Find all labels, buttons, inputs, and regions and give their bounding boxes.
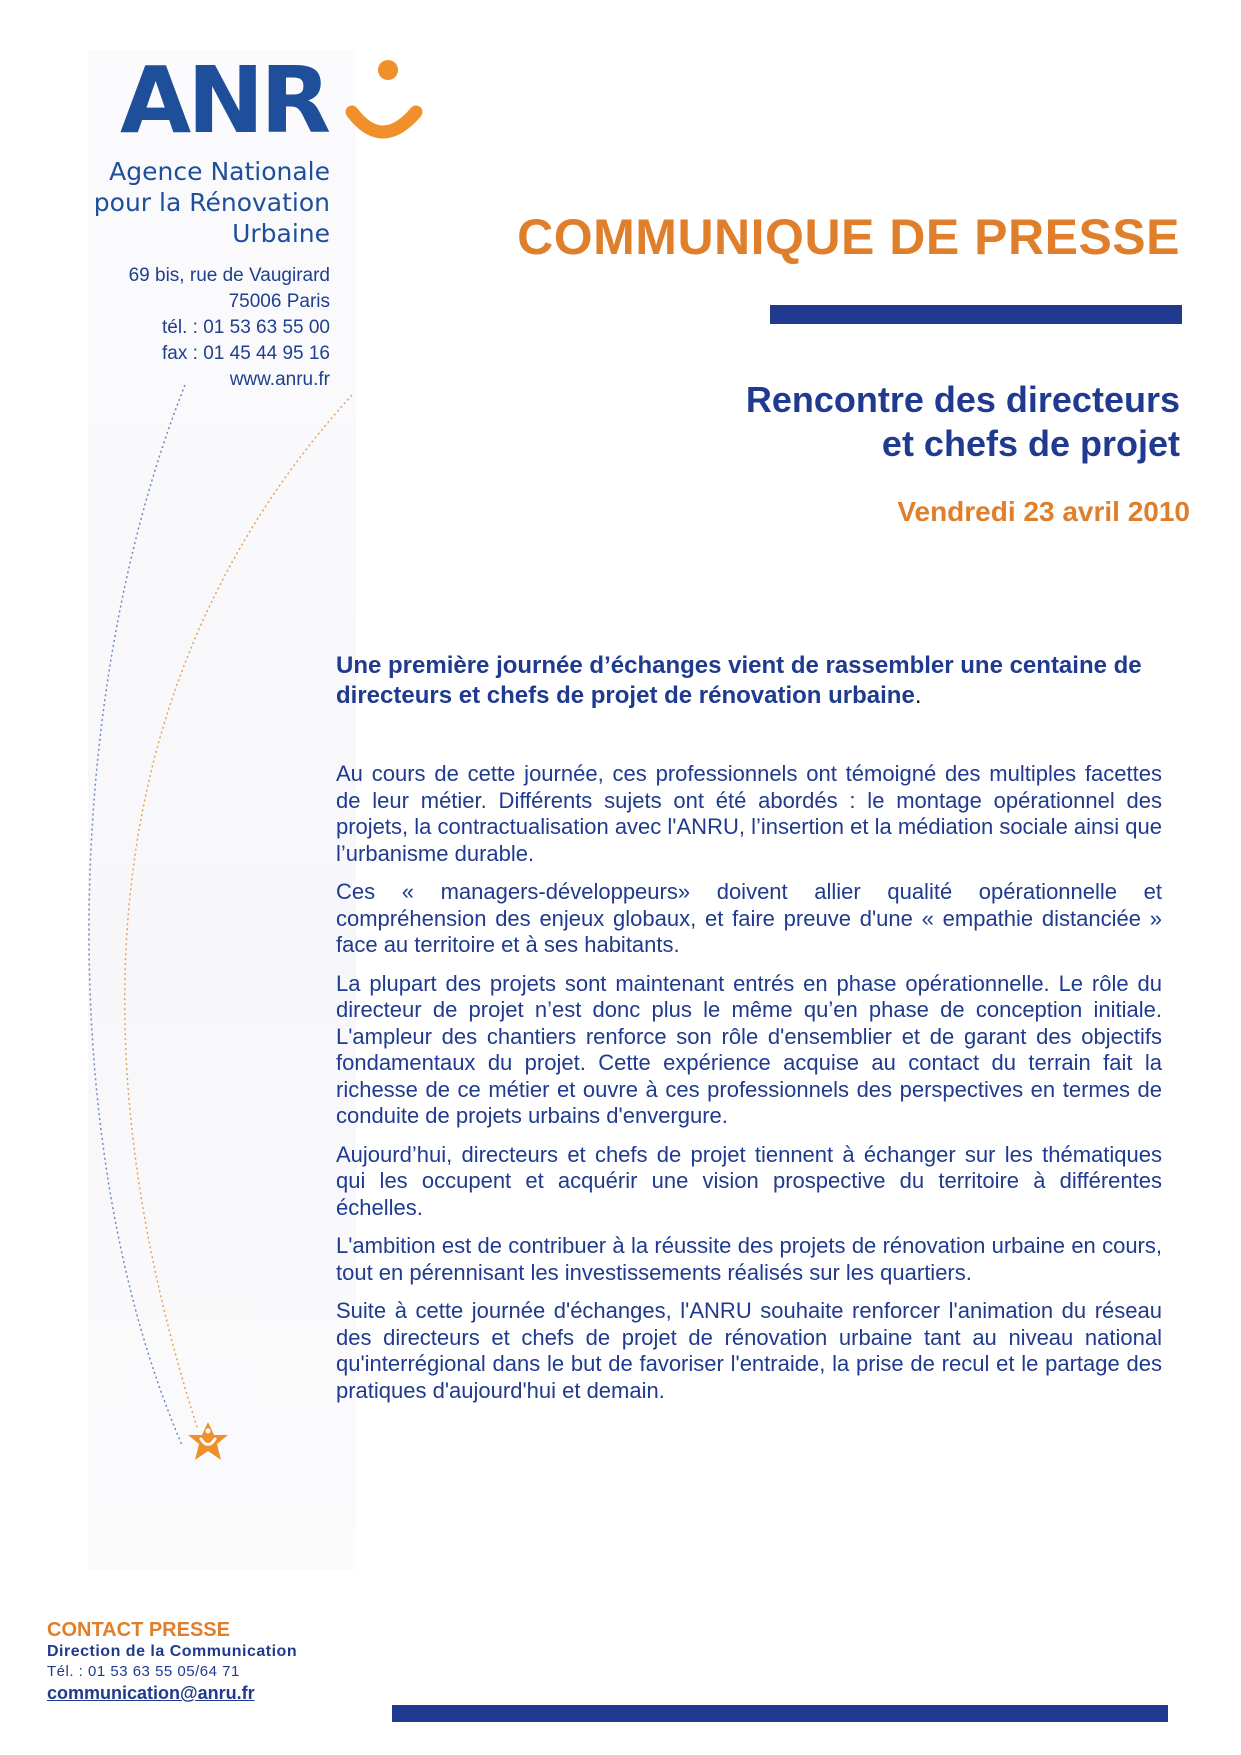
contact-department: Direction de la Communication — [47, 1643, 298, 1660]
body-paragraph: Aujourd’hui, directeurs et chefs de projet tiennent à échanger sur les thématiques qui les occupent et acquérir une vision prospective du territoire à différentes échelles. — [336, 1141, 1162, 1220]
footer-divider — [392, 1705, 1168, 1722]
address-fax: fax : 01 45 44 95 16 — [162, 343, 330, 364]
lead-paragraph — [336, 651, 1166, 711]
body-paragraph: Suite à cette journée d'échanges, l'ANRU souhaite renforcer l'animation du réseau des directeurs et chefs de projet de rénovation urbaine tant au niveau national qu'interrégional dans le but de favoriser l'entraide, la prise de recul et le partage des pratiques d'aujourd'hui et demain. — [336, 1298, 1162, 1403]
press-contact — [47, 1618, 367, 1704]
address-website: www.anru.fr — [229, 369, 330, 390]
lead-period: . — [914, 682, 922, 709]
agency-name — [88, 156, 330, 249]
body-paragraph: Ces « managers-développeurs» doivent allier qualité opérationnelle et compréhension des enjeux globaux, et faire preuve d'une « empathie distanciée » face au territoire et à ses habitants. — [336, 879, 1162, 957]
body-paragraph: Au cours de cette journée, ces professionnels ont témoigné des multiples facettes de leur métier. Différents sujets ont été abordés : le montage opérationnel des projets, la contractualisation avec l'ANRU, l’insertion et la médiation sociale ainsi que l’urbanisme durable. — [336, 761, 1162, 866]
contact-email-link[interactable]: communication@anru.fr — [47, 1683, 255, 1703]
body-paragraph: La plupart des projets sont maintenant entrés en phase opérationnelle. Le rôle du directeur de projet n’est donc plus le même qu’en phase de conception initiale. L'ampleur des chantiers renforce son rôle d'ensemblier et de garant des objectifs fondamentaux du projet. Cette expérience acquise au contact du terrain fait la richesse de ce métier et ouvre à ces professionnels des perspectives en termes de conduite de projets urbains d'envergure. — [336, 970, 1162, 1128]
agency-line-2: pour la Rénovation — [93, 188, 330, 217]
contact-phone: Tél. : 01 53 63 55 05/64 71 — [47, 1663, 240, 1680]
svg-text:ANR: ANR — [120, 52, 328, 154]
anru-logo — [120, 52, 460, 172]
page-title: COMMUNIQUE DE PRESSE — [517, 209, 1180, 265]
meeting-title — [600, 378, 1180, 466]
agency-line-3: Urbaine — [232, 219, 330, 248]
agency-line-1: Agence Nationale — [109, 157, 330, 186]
address-street: 69 bis, rue de Vaugirard — [128, 265, 330, 286]
address-tel: tél. : 01 53 63 55 00 — [162, 317, 330, 338]
lead-text: Une première journée d’échanges vient de rassembler une centaine de directeurs et chefs de projet de rénovation urbaine — [336, 652, 1142, 709]
contact-title: CONTACT PRESSE — [47, 1619, 230, 1641]
meeting-title-line-2: et chefs de projet — [881, 423, 1180, 464]
body-paragraph: L'ambition est de contribuer à la réussite des projets de rénovation urbaine en cours, tout en pérennisant les investissements réalisés sur les quartiers. — [336, 1233, 1162, 1285]
press-body — [336, 761, 1162, 1416]
event-date: Vendredi 23 avril 2010 — [897, 496, 1190, 527]
meeting-title-line-1: Rencontre des directeurs — [745, 379, 1180, 420]
anru-star-icon — [186, 1420, 230, 1464]
address-block — [88, 263, 330, 393]
title-divider — [770, 305, 1182, 324]
address-city: 75006 Paris — [228, 291, 330, 312]
